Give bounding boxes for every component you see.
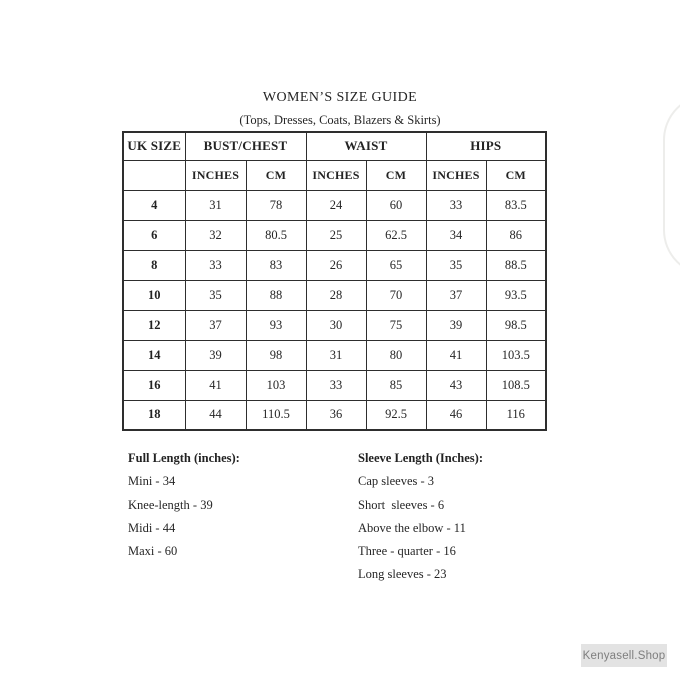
measurement-cell: 60 — [366, 190, 426, 220]
measurement-cell: 85 — [366, 370, 426, 400]
column-group-bust-chest: BUST/CHEST — [185, 132, 306, 160]
uk-size-cell-12: 12 — [123, 310, 185, 340]
measurement-cell: 80.5 — [246, 220, 306, 250]
measurement-cell: 65 — [366, 250, 426, 280]
measurement-cell: 25 — [306, 220, 366, 250]
sleeve-length-item: Long sleeves - 23 — [358, 567, 447, 582]
measurement-cell: 37 — [426, 280, 486, 310]
measurement-cell: 116 — [486, 400, 546, 430]
measurement-cell: 39 — [426, 310, 486, 340]
full-length-heading: Full Length (inches): — [128, 451, 240, 465]
watermark-badge: Kenyasell.Shop — [581, 644, 667, 667]
measurement-cell: 35 — [426, 250, 486, 280]
measurement-cell: 78 — [246, 190, 306, 220]
full-length-item: Knee-length - 39 — [128, 497, 213, 512]
measurement-cell: 83.5 — [486, 190, 546, 220]
measurement-cell: 93.5 — [486, 280, 546, 310]
full-length-item: Maxi - 60 — [128, 544, 178, 559]
measurement-cell: 41 — [426, 340, 486, 370]
uk-size-cell-14: 14 — [123, 340, 185, 370]
measurement-cell: 41 — [185, 370, 246, 400]
size-row-16 — [123, 370, 546, 400]
size-row-18 — [123, 400, 546, 430]
size-row-12 — [123, 310, 546, 340]
measurement-cell: 34 — [426, 220, 486, 250]
measurement-cell: 43 — [426, 370, 486, 400]
size-row-8 — [123, 250, 546, 280]
size-row-10 — [123, 280, 546, 310]
sleeve-length-list — [358, 470, 483, 586]
measurement-cell: 103.5 — [486, 340, 546, 370]
uk-size-cell-16: 16 — [123, 370, 185, 400]
measurement-cell: 32 — [185, 220, 246, 250]
uk-size-cell-18: 18 — [123, 400, 185, 430]
measurement-cell: 33 — [185, 250, 246, 280]
measurement-cell: 31 — [306, 340, 366, 370]
measurement-cell: 36 — [306, 400, 366, 430]
measurement-cell: 75 — [366, 310, 426, 340]
column-group-waist: WAIST — [306, 132, 426, 160]
sleeve-length-item: Above the elbow - 11 — [358, 520, 466, 535]
column-group-uk-size: UK SIZE — [123, 132, 185, 160]
measurement-cell: 103 — [246, 370, 306, 400]
size-row-14 — [123, 340, 546, 370]
table-unit-header-row — [123, 160, 546, 190]
measurement-cell: 33 — [306, 370, 366, 400]
measurement-cell: 44 — [185, 400, 246, 430]
page-title: WOMEN’S SIZE GUIDE — [262, 90, 418, 105]
measurement-cell: 110.5 — [246, 400, 306, 430]
measurement-cell: 28 — [306, 280, 366, 310]
measurement-cell: 46 — [426, 400, 486, 430]
unit-header-inches-5: INCHES — [426, 160, 486, 190]
unit-header-inches-1: INCHES — [185, 160, 246, 190]
full-length-item: Midi - 44 — [128, 520, 176, 535]
measurement-cell: 62.5 — [366, 220, 426, 250]
full-length-item: Mini - 34 — [128, 474, 176, 489]
measurement-cell: 88 — [246, 280, 306, 310]
uk-size-cell-8: 8 — [123, 250, 185, 280]
measurement-cell: 35 — [185, 280, 246, 310]
unit-header-cm-6: CM — [486, 160, 546, 190]
sleeve-length-item: Three - quarter - 16 — [358, 544, 456, 559]
measurement-cell: 92.5 — [366, 400, 426, 430]
measurement-cell: 98.5 — [486, 310, 546, 340]
full-length-section — [128, 447, 240, 563]
measurement-cell: 37 — [185, 310, 246, 340]
uk-size-cell-6: 6 — [123, 220, 185, 250]
unit-header-cm-4: CM — [366, 160, 426, 190]
table-group-header-row — [123, 132, 546, 160]
measurement-cell: 108.5 — [486, 370, 546, 400]
unit-header-cm-2: CM — [246, 160, 306, 190]
uk-size-cell-10: 10 — [123, 280, 185, 310]
sleeve-length-item: Cap sleeves - 3 — [358, 474, 435, 489]
sleeve-length-section — [358, 447, 483, 587]
measurement-cell: 93 — [246, 310, 306, 340]
unit-header-inches-3: INCHES — [306, 160, 366, 190]
sleeve-length-item: Short sleeves - 6 — [358, 497, 445, 512]
measurement-cell: 80 — [366, 340, 426, 370]
measurement-cell: 70 — [366, 280, 426, 310]
measurement-cell: 98 — [246, 340, 306, 370]
uk-size-cell-4: 4 — [123, 190, 185, 220]
page-subtitle: (Tops, Dresses, Coats, Blazers & Skirts) — [239, 113, 441, 127]
measurement-cell: 24 — [306, 190, 366, 220]
measurement-cell: 88.5 — [486, 250, 546, 280]
size-row-6 — [123, 220, 546, 250]
sleeve-length-heading: Sleeve Length (Inches): — [358, 451, 483, 465]
measurement-cell: 26 — [306, 250, 366, 280]
measurement-cell: 30 — [306, 310, 366, 340]
measurement-cell: 31 — [185, 190, 246, 220]
measurement-cell: 83 — [246, 250, 306, 280]
size-row-4 — [123, 190, 546, 220]
measurement-cell: 86 — [486, 220, 546, 250]
size-guide-table — [122, 131, 547, 431]
measurement-cell: 33 — [426, 190, 486, 220]
column-group-hips: HIPS — [426, 132, 546, 160]
unit-header-empty — [123, 160, 185, 190]
full-length-list — [128, 470, 240, 563]
measurement-cell: 39 — [185, 340, 246, 370]
